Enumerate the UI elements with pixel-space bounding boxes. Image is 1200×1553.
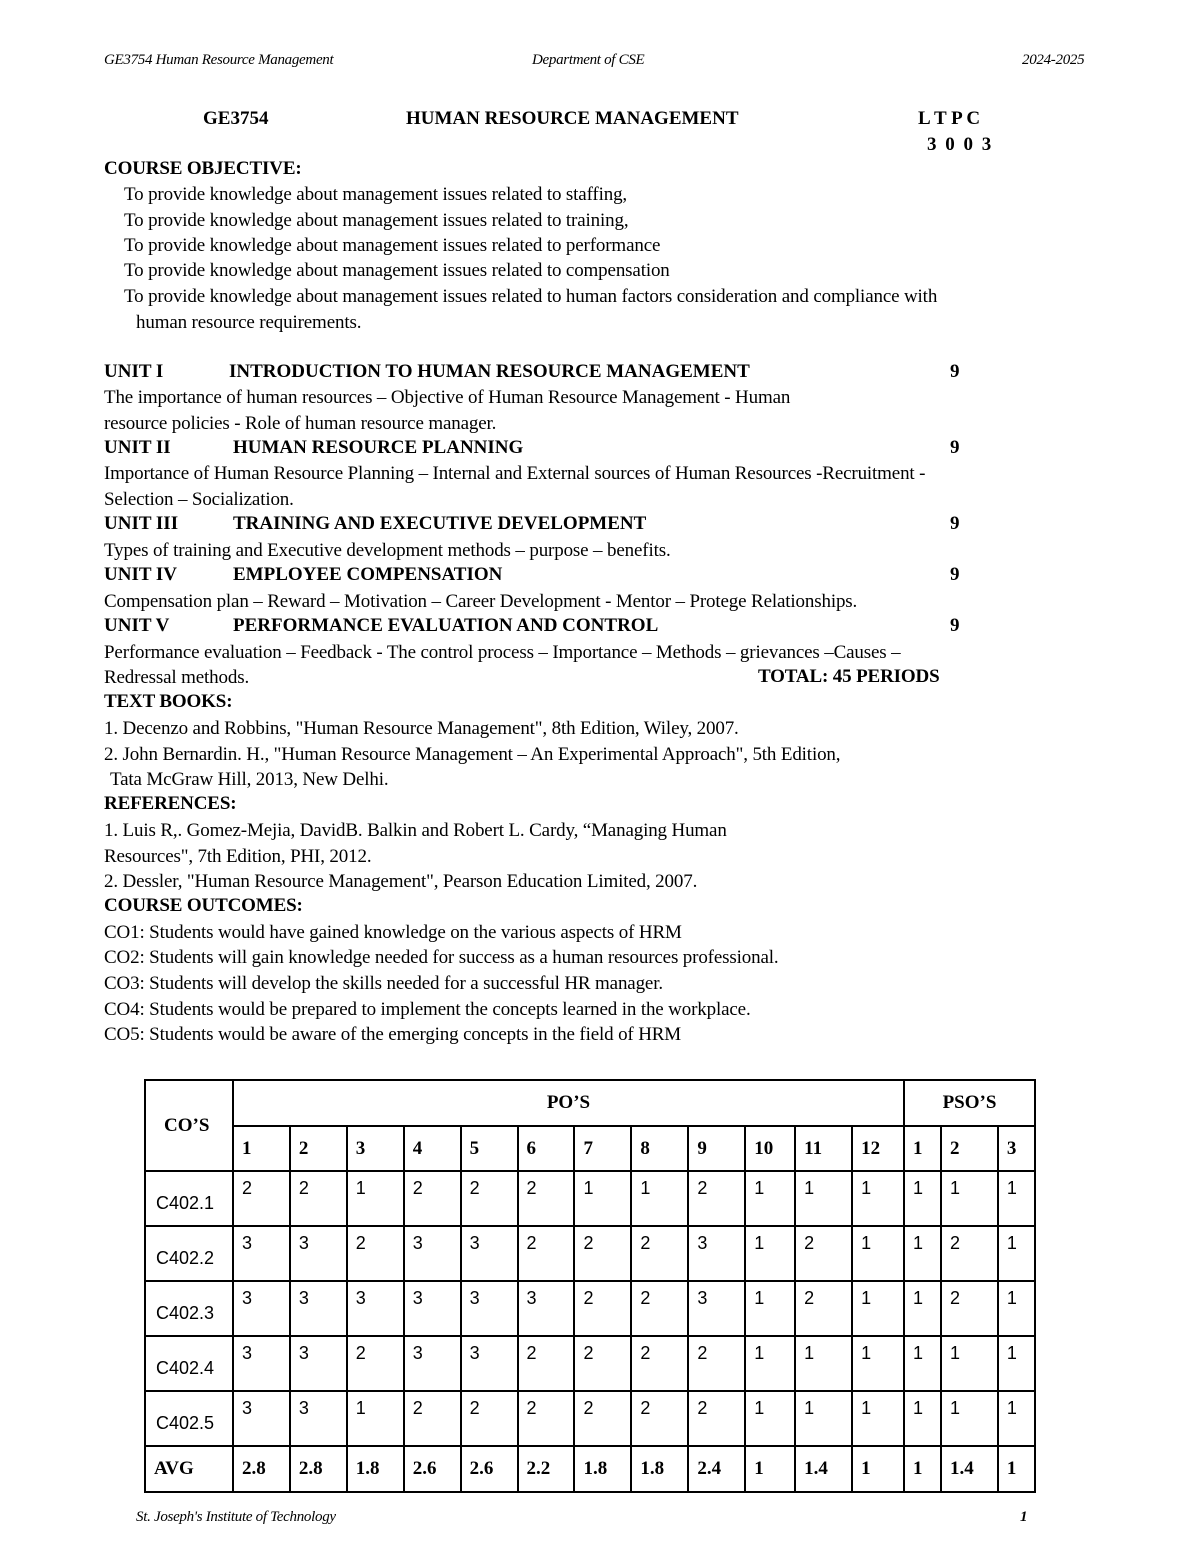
- table-cell: 3: [233, 1336, 290, 1391]
- table-cell: 3: [404, 1281, 461, 1336]
- total-periods: TOTAL: 45 PERIODS: [758, 666, 940, 687]
- table-cell: 2: [404, 1171, 461, 1226]
- table-cell: 1: [998, 1226, 1035, 1281]
- pso-column-1: 1: [904, 1126, 941, 1171]
- po-column-12: 12: [852, 1126, 904, 1171]
- avg-cell: 2.6: [404, 1446, 461, 1492]
- references-heading: REFERENCES:: [104, 793, 237, 814]
- table-cell: 2: [461, 1171, 518, 1226]
- po-column-9: 9: [688, 1126, 745, 1171]
- row-label: C402.5: [145, 1391, 233, 1446]
- table-cell: 2: [347, 1226, 404, 1281]
- outcome-item: CO3: Students will develop the skills needed for a successful HR manager.: [104, 973, 663, 994]
- table-cell: 1: [998, 1171, 1035, 1226]
- objective-item: To provide knowledge about management issues related to performance: [124, 235, 661, 256]
- po-column-1: 1: [233, 1126, 290, 1171]
- textbook-entry-continuation: Tata McGraw Hill, 2013, New Delhi.: [110, 769, 389, 790]
- textbook-entry: 2. John Bernardin. H., "Human Resource Management – An Experimental Approach", 5th Edition,: [104, 744, 841, 765]
- outcome-item: CO5: Students would be aware of the emerging concepts in the field of HRM: [104, 1024, 682, 1045]
- table-cell: 3: [347, 1281, 404, 1336]
- table-cell: 2: [290, 1171, 347, 1226]
- po-header: PO’S: [233, 1080, 904, 1126]
- unit-heading: UNIT V PERFORMANCE EVALUATION AND CONTROL: [104, 615, 659, 636]
- course-code: GE3754: [203, 108, 269, 129]
- table-row: [145, 1226, 1035, 1281]
- table-cell: 1: [852, 1171, 904, 1226]
- table-cell: 2: [795, 1226, 852, 1281]
- table-cell: 2: [461, 1391, 518, 1446]
- table-cell: 3: [461, 1281, 518, 1336]
- table-cell: 3: [688, 1226, 745, 1281]
- avg-cell: 1: [998, 1446, 1035, 1492]
- header-year: 2024-2025: [1022, 52, 1085, 68]
- table-cell: 1: [998, 1391, 1035, 1446]
- table-row: [145, 1281, 1035, 1336]
- table-row: [145, 1336, 1035, 1391]
- po-column-6: 6: [518, 1126, 575, 1171]
- table-cell: 2: [941, 1281, 998, 1336]
- table-cell: 1: [795, 1391, 852, 1446]
- table-cell: 1: [795, 1336, 852, 1391]
- unit-heading: UNIT II HUMAN RESOURCE PLANNING: [104, 437, 524, 458]
- outcome-item: CO2: Students will gain knowledge needed for success as a human resources professional.: [104, 947, 779, 968]
- avg-cell: 1.4: [941, 1446, 998, 1492]
- table-cell: 2: [518, 1336, 575, 1391]
- unit-content: The importance of human resources – Objective of Human Resource Management - Human: [104, 387, 791, 408]
- table-cell: 3: [233, 1391, 290, 1446]
- table-cell: 1: [998, 1281, 1035, 1336]
- table-cell: 1: [904, 1281, 941, 1336]
- co-header: CO’S: [145, 1080, 233, 1171]
- pso-header: PSO’S: [904, 1080, 1035, 1126]
- average-row: [145, 1446, 1035, 1492]
- table-cell: 2: [688, 1391, 745, 1446]
- outcome-item: CO1: Students would have gained knowledge on the various aspects of HRM: [104, 922, 682, 943]
- unit-hours: 9: [950, 513, 960, 534]
- table-cell: 1: [852, 1281, 904, 1336]
- page-number: 1: [1020, 1509, 1028, 1525]
- avg-cell: 1.8: [631, 1446, 688, 1492]
- table-cell: 1: [347, 1171, 404, 1226]
- table-cell: 2: [941, 1226, 998, 1281]
- unit-content: Selection – Socialization.: [104, 489, 294, 510]
- po-column-10: 10: [745, 1126, 795, 1171]
- objective-item: To provide knowledge about management issues related to training,: [124, 210, 629, 231]
- table-cell: 3: [461, 1226, 518, 1281]
- header-course: GE3754 Human Resource Management: [104, 52, 334, 68]
- table-cell: 1: [745, 1391, 795, 1446]
- table-cell: 2: [795, 1281, 852, 1336]
- unit-hours: 9: [950, 361, 960, 382]
- table-cell: 3: [688, 1281, 745, 1336]
- avg-cell: 2.8: [290, 1446, 347, 1492]
- pso-column-2: 2: [941, 1126, 998, 1171]
- row-label: C402.3: [145, 1281, 233, 1336]
- table-cell: 1: [745, 1226, 795, 1281]
- unit-content: resource policies - Role of human resource manager.: [104, 413, 497, 434]
- table-cell: 3: [233, 1281, 290, 1336]
- table-cell: 1: [852, 1226, 904, 1281]
- po-column-3: 3: [347, 1126, 404, 1171]
- table-cell: 1: [941, 1391, 998, 1446]
- po-column-4: 4: [404, 1126, 461, 1171]
- row-label: C402.4: [145, 1336, 233, 1391]
- outcomes-heading: COURSE OUTCOMES:: [104, 895, 303, 916]
- table-cell: 2: [347, 1336, 404, 1391]
- ltpc-credits: 3 0 0 3: [927, 134, 994, 155]
- table-cell: 3: [290, 1336, 347, 1391]
- objective-item: To provide knowledge about management issues related to human factors consideration and compliance with: [124, 286, 938, 307]
- table-cell: 2: [688, 1336, 745, 1391]
- footer-institute: St. Joseph's Institute of Technology: [136, 1509, 336, 1525]
- table-cell: 3: [518, 1281, 575, 1336]
- co-po-mapping-table: [144, 1079, 1036, 1493]
- row-label: C402.1: [145, 1171, 233, 1226]
- avg-cell: 1.8: [347, 1446, 404, 1492]
- avg-cell: 2.6: [461, 1446, 518, 1492]
- table-cell: 2: [233, 1171, 290, 1226]
- unit-heading: UNIT III TRAINING AND EXECUTIVE DEVELOPMENT: [104, 513, 647, 534]
- unit-hours: 9: [950, 615, 960, 636]
- table-cell: 1: [998, 1336, 1035, 1391]
- unit-content: Redressal methods.: [104, 667, 250, 688]
- table-cell: 2: [631, 1391, 688, 1446]
- unit-content: Importance of Human Resource Planning – Internal and External sources of Human Resources -Recruitment -: [104, 463, 926, 484]
- outcome-item: CO4: Students would be prepared to implement the concepts learned in the workplace.: [104, 999, 751, 1020]
- unit-hours: 9: [950, 564, 960, 585]
- table-cell: 1: [852, 1391, 904, 1446]
- table-cell: 3: [290, 1281, 347, 1336]
- table-cell: 1: [745, 1171, 795, 1226]
- table-cell: 3: [290, 1391, 347, 1446]
- objective-continuation: human resource requirements.: [136, 312, 362, 333]
- avg-cell: 2.4: [688, 1446, 745, 1492]
- po-column-11: 11: [795, 1126, 852, 1171]
- unit-heading: UNIT IV EMPLOYEE COMPENSATION: [104, 564, 503, 585]
- po-column-5: 5: [461, 1126, 518, 1171]
- avg-cell: 2.8: [233, 1446, 290, 1492]
- po-column-8: 8: [631, 1126, 688, 1171]
- unit-content: Compensation plan – Reward – Motivation – Career Development - Mentor – Protege Relationships.: [104, 591, 858, 612]
- course-name: HUMAN RESOURCE MANAGEMENT: [406, 108, 739, 129]
- ltpc-label: L T P C: [918, 108, 981, 129]
- table-cell: 3: [290, 1226, 347, 1281]
- unit-content: Performance evaluation – Feedback - The control process – Importance – Methods – grievances –Causes –: [104, 642, 901, 663]
- table-cell: 2: [574, 1281, 631, 1336]
- table-cell: 3: [233, 1226, 290, 1281]
- avg-label: AVG: [145, 1446, 233, 1492]
- reference-entry-continuation: Resources", 7th Edition, PHI, 2012.: [104, 846, 372, 867]
- avg-cell: 1: [852, 1446, 904, 1492]
- table-cell: 1: [745, 1336, 795, 1391]
- avg-cell: 2.2: [518, 1446, 575, 1492]
- table-cell: 1: [941, 1336, 998, 1391]
- table-cell: 2: [574, 1391, 631, 1446]
- unit-content: Types of training and Executive development methods – purpose – benefits.: [104, 540, 671, 561]
- table-cell: 2: [631, 1226, 688, 1281]
- table-cell: 1: [574, 1171, 631, 1226]
- avg-cell: 1: [745, 1446, 795, 1492]
- objective-item: To provide knowledge about management issues related to staffing,: [124, 184, 628, 205]
- table-cell: 1: [852, 1336, 904, 1391]
- table-cell: 1: [904, 1336, 941, 1391]
- avg-cell: 1: [904, 1446, 941, 1492]
- table-cell: 2: [631, 1281, 688, 1336]
- table-cell: 3: [404, 1226, 461, 1281]
- table-cell: 1: [941, 1171, 998, 1226]
- table-cell: 2: [404, 1391, 461, 1446]
- table-cell: 2: [631, 1336, 688, 1391]
- unit-hours: 9: [950, 437, 960, 458]
- table-cell: 3: [461, 1336, 518, 1391]
- reference-entry: 1. Luis R,. Gomez-Mejia, DavidB. Balkin and Robert L. Cardy, “Managing Human: [104, 820, 727, 841]
- textbook-entry: 1. Decenzo and Robbins, "Human Resource Management", 8th Edition, Wiley, 2007.: [104, 718, 739, 739]
- table-cell: 2: [574, 1336, 631, 1391]
- avg-cell: 1.4: [795, 1446, 852, 1492]
- objective-item: To provide knowledge about management issues related to compensation: [124, 260, 670, 281]
- table-cell: 2: [574, 1226, 631, 1281]
- table-row: [145, 1391, 1035, 1446]
- table-cell: 3: [404, 1336, 461, 1391]
- table-row: [145, 1171, 1035, 1226]
- objective-heading: COURSE OBJECTIVE:: [104, 158, 302, 179]
- po-column-7: 7: [574, 1126, 631, 1171]
- table-cell: 1: [745, 1281, 795, 1336]
- avg-cell: 1.8: [574, 1446, 631, 1492]
- table-cell: 2: [518, 1226, 575, 1281]
- unit-heading: UNIT I INTRODUCTION TO HUMAN RESOURCE MANAGEMENT: [104, 361, 750, 382]
- table-cell: 1: [904, 1171, 941, 1226]
- textbooks-heading: TEXT BOOKS:: [104, 691, 233, 712]
- header-department: Department of CSE: [532, 52, 645, 68]
- table-cell: 1: [795, 1171, 852, 1226]
- row-label: C402.2: [145, 1226, 233, 1281]
- table-cell: 2: [518, 1391, 575, 1446]
- table-cell: 1: [904, 1391, 941, 1446]
- table-cell: 1: [631, 1171, 688, 1226]
- pso-column-3: 3: [998, 1126, 1035, 1171]
- reference-entry: 2. Dessler, "Human Resource Management", Pearson Education Limited, 2007.: [104, 871, 698, 892]
- table-cell: 2: [518, 1171, 575, 1226]
- table-cell: 1: [347, 1391, 404, 1446]
- po-column-2: 2: [290, 1126, 347, 1171]
- table-cell: 1: [904, 1226, 941, 1281]
- table-cell: 2: [688, 1171, 745, 1226]
